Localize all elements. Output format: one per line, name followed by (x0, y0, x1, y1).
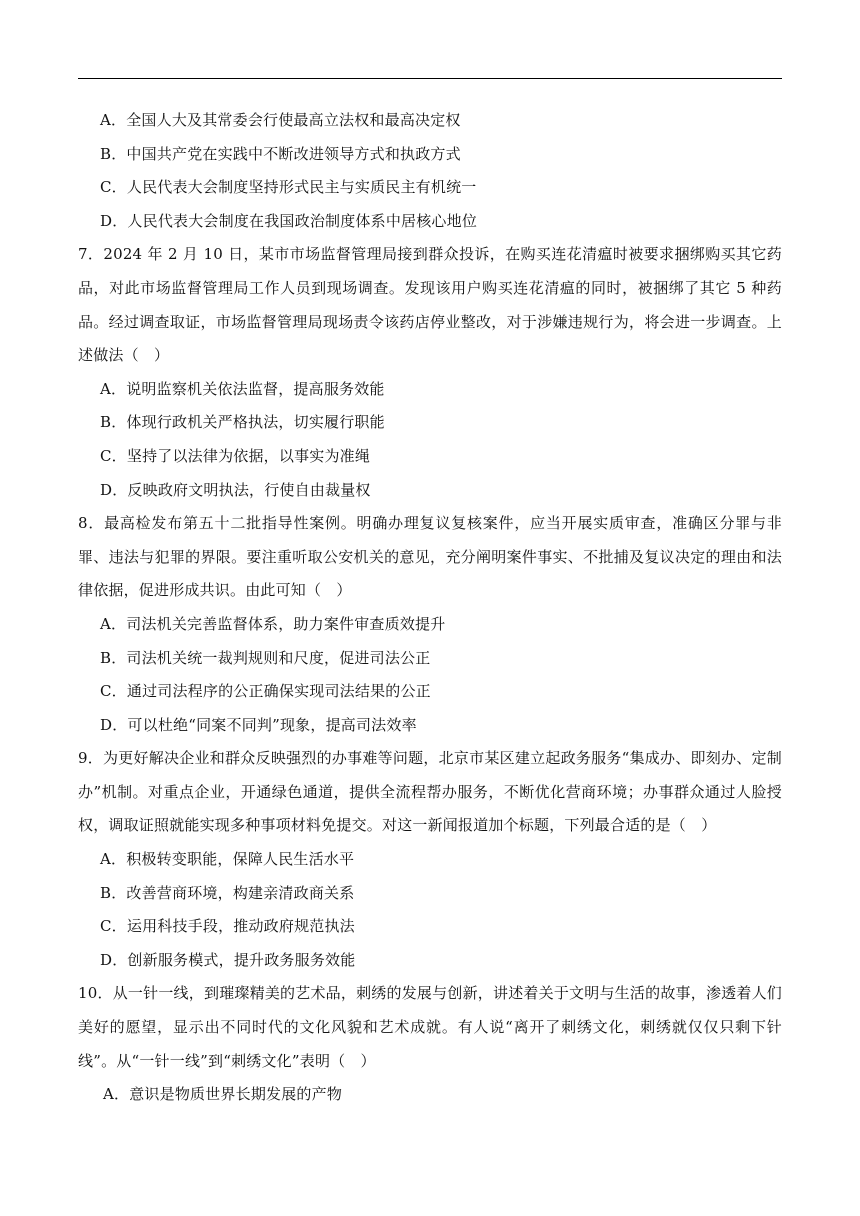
question-6-options (78, 104, 782, 238)
q8-option-d: D．可以杜绝“同案不同判”现象，提高司法效率 (100, 715, 417, 734)
document-body (78, 104, 782, 1112)
q8-stem: 8．最高检发布第五十二批指导性案例。明确办理复议复核案件，应当开展实质审查，准确区分罪与非罪、违法与犯罪的界限。要注重听取公安机关的意见，充分阐明案件事实、不批捕及复议决定的理由和法律依据，促进形成共识。由此可知（ ） (78, 514, 782, 600)
q7-stem: 7．2024 年 2 月 10 日，某市市场监督管理局接到群众投诉，在购买连花清瘟时被要求捆绑购买其它药品，对此市场监督管理局工作人员到现场调查。发现该用户购买连花清瘟的同时，被捆绑了其它 5 种药品。经过调查取证，市场监督管理局现场责令该药店停业整改，对于涉嫌违规行为，将会进一步调查。上述做法（ ） (78, 245, 782, 365)
question-9 (78, 742, 782, 977)
q7-option-b: B．体现行政机关严格执法，切实履行职能 (100, 413, 385, 432)
q7-option-d: D．反映政府文明执法，行使自由裁量权 (100, 480, 371, 499)
q10-option-a: A．意识是物质世界长期发展的产物 (103, 1085, 343, 1104)
q6-option-c: C．人民代表大会制度坚持形式民主与实质民主有机统一 (100, 178, 477, 197)
q8-option-c: C．通过司法程序的公正确保实现司法结果的公正 (100, 682, 431, 701)
q7-option-a: A．说明监察机关依法监督，提高服务效能 (100, 379, 385, 398)
question-8 (78, 507, 782, 742)
q6-option-b: B．中国共产党在实践中不断改进领导方式和执政方式 (100, 144, 461, 163)
question-10 (78, 977, 782, 1111)
q6-option-a: A．全国人大及其常委会行使最高立法权和最高决定权 (100, 111, 461, 129)
q9-option-d: D．创新服务模式，提升政务服务效能 (100, 950, 356, 969)
q10-stem: 10．从一针一线，到璀璨精美的艺术品，刺绣的发展与创新，讲述着关于文明与生活的故事，渗透着人们美好的愿望，显示出不同时代的文化风貌和艺术成就。有人说“离开了刺绣文化，刺绣就仅仅只剩下针线”。从“一针一线”到“刺绣文化”表明（ ） (78, 984, 782, 1070)
q9-option-c: C．运用科技手段，推动政府规范执法 (100, 917, 355, 936)
q6-option-d: D．人民代表大会制度在我国政治制度体系中居核心地位 (100, 211, 478, 230)
header-rule (78, 78, 782, 79)
q9-option-b: B．改善营商环境，构建亲清政商关系 (100, 883, 355, 902)
q9-option-a: A．积极转变职能，保障人民生活水平 (100, 850, 355, 869)
question-7 (78, 238, 782, 507)
q8-option-a: A．司法机关完善监督体系，助力案件审查质效提升 (100, 614, 446, 633)
q9-stem: 9．为更好解决企业和群众反映强烈的办事难等问题，北京市某区建立起政务服务“集成办、即刻办、定制办”机制。对重点企业，开通绿色通道，提供全流程帮办服务，不断优化营商环境；办事群众通过人脸授权，调取证照就能实现多种事项材料免提交。对这一新闻报道加个标题，下列最合适的是（ ） (78, 749, 782, 835)
q8-option-b: B．司法机关统一裁判规则和尺度，促进司法公正 (100, 648, 431, 667)
q7-option-c: C．坚持了以法律为依据，以事实为准绳 (100, 446, 371, 465)
